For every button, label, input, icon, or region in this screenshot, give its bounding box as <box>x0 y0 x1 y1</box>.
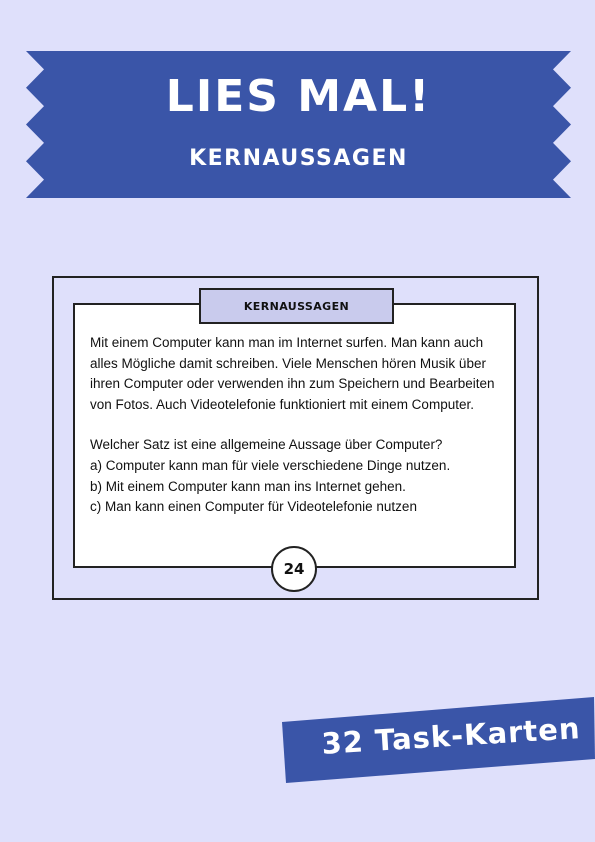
reading-passage: Mit einem Computer kann man im Internet surfen. Man kann auch alles Mögliche damit schreiben. Viele Menschen hören Musik über ihren Computer oder verwenden ihn zum Speichern und Bearbeiten von Fotos. Auch Videotelefonie funktioniert mit einem Computer. <box>90 335 495 412</box>
task-card-label: KERNAUSSAGEN <box>199 288 394 324</box>
page-subtitle: KERNAUSSAGEN <box>189 146 408 171</box>
answer-option-c: c) Man kann einen Computer für Videotelefonie nutzen <box>90 499 417 515</box>
task-card-content <box>90 333 505 518</box>
task-count-tag <box>276 695 595 785</box>
card-number-badge: 24 <box>271 546 317 592</box>
answer-option-b: b) Mit einem Computer kann man ins Internet gehen. <box>90 478 406 494</box>
answer-option-a: a) Computer kann man für viele verschiedene Dinge nutzen. <box>90 457 451 473</box>
title-banner <box>26 51 571 198</box>
page-title: LIES MAL! <box>165 71 432 122</box>
task-count-text: 32 Task-Karten <box>320 711 582 761</box>
question-text: Welcher Satz ist eine allgemeine Aussage über Computer? <box>90 437 443 453</box>
